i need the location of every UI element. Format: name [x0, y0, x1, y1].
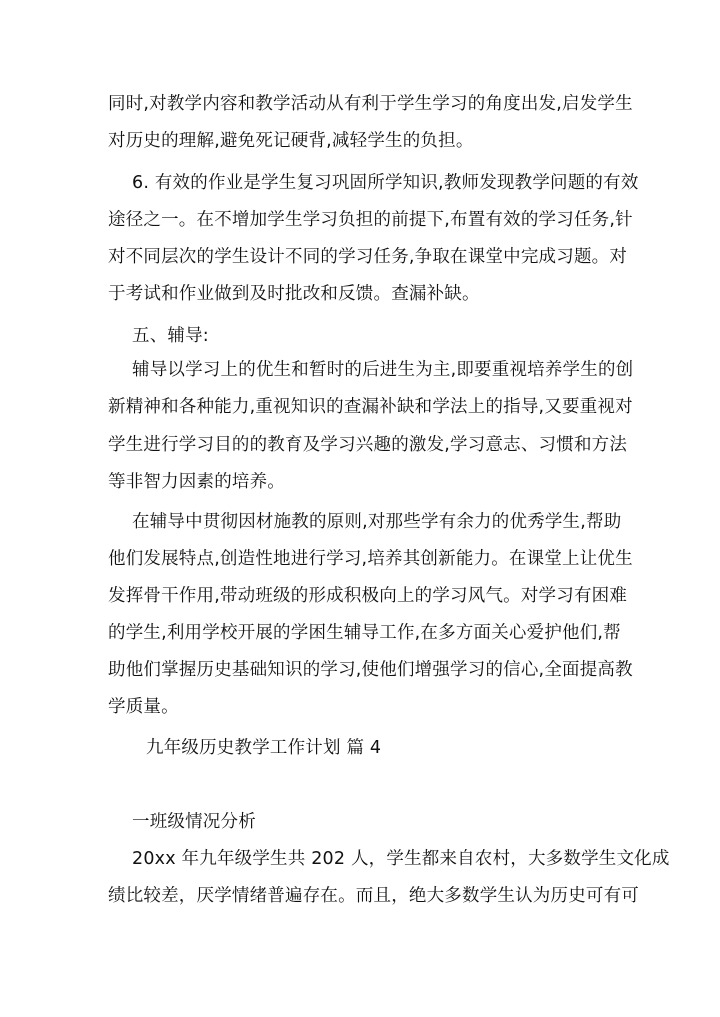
subsection-title: 一班级情况分析 — [132, 812, 256, 832]
paragraph-line: 对历史的理解,避免死记硬背,减轻学生的负担。 — [108, 131, 474, 151]
paragraph-line: 等非智力因素的培养。 — [108, 472, 285, 492]
paragraph-line: 助他们掌握历史基础知识的学习,使他们增强学习的信心,全面提高教 — [108, 660, 633, 680]
paragraph-line: 对不同层次的学生设计不同的学习任务,争取在课堂中完成习题。对 — [108, 247, 628, 267]
paragraph-line: 在辅导中贯彻因材施教的原则,对那些学有余力的优秀学生,帮助 — [132, 512, 622, 532]
paragraph-line: 绩比较差，厌学情绪普遍存在。而且，绝大多数学生认为历史可有可 — [108, 886, 639, 906]
paragraph-line: 学生进行学习目的的教育及学习兴趣的激发,学习意志、习惯和方法 — [108, 435, 628, 455]
paragraph-line: 辅导以学习上的优生和暂时的后进生为主,即要重视培养学生的创 — [132, 360, 634, 380]
paragraph-line: 20xx 年九年级学生共 202 人，学生都来自农村，大多数学生文化成 — [132, 849, 670, 869]
paragraph-line: 的学生,利用学校开展的学困生辅导工作,在多方面关心爱护他们,帮 — [108, 623, 621, 643]
paragraph-line: 发挥骨干作用,带动班级的形成积极向上的学习风气。对学习有困难 — [108, 586, 628, 606]
paragraph-line: 6. 有效的作业是学生复习巩固所学知识,教师发现教学问题的有效 — [132, 173, 639, 193]
paragraph-line: 新精神和各种能力,重视知识的查漏补缺和学法上的指导,又要重视对 — [108, 397, 633, 417]
section-heading: 五、辅导: — [132, 326, 209, 346]
paragraph-line: 同时,对教学内容和教学活动从有利于学生学习的角度出发,启发学生 — [108, 94, 633, 114]
paragraph-line: 于考试和作业做到及时批改和反馈。查漏补缺。 — [108, 284, 480, 304]
paragraph-line: 途径之一。在不增加学生学习负担的前提下,布置有效的学习任务,针 — [108, 210, 633, 230]
paragraph-line: 学质量。 — [108, 697, 179, 717]
section-title: 九年级历史教学工作计划 篇 4 — [146, 738, 382, 758]
paragraph-line: 他们发展特点,创造性地进行学习,培养其创新能力。在课堂上让优生 — [108, 549, 633, 569]
